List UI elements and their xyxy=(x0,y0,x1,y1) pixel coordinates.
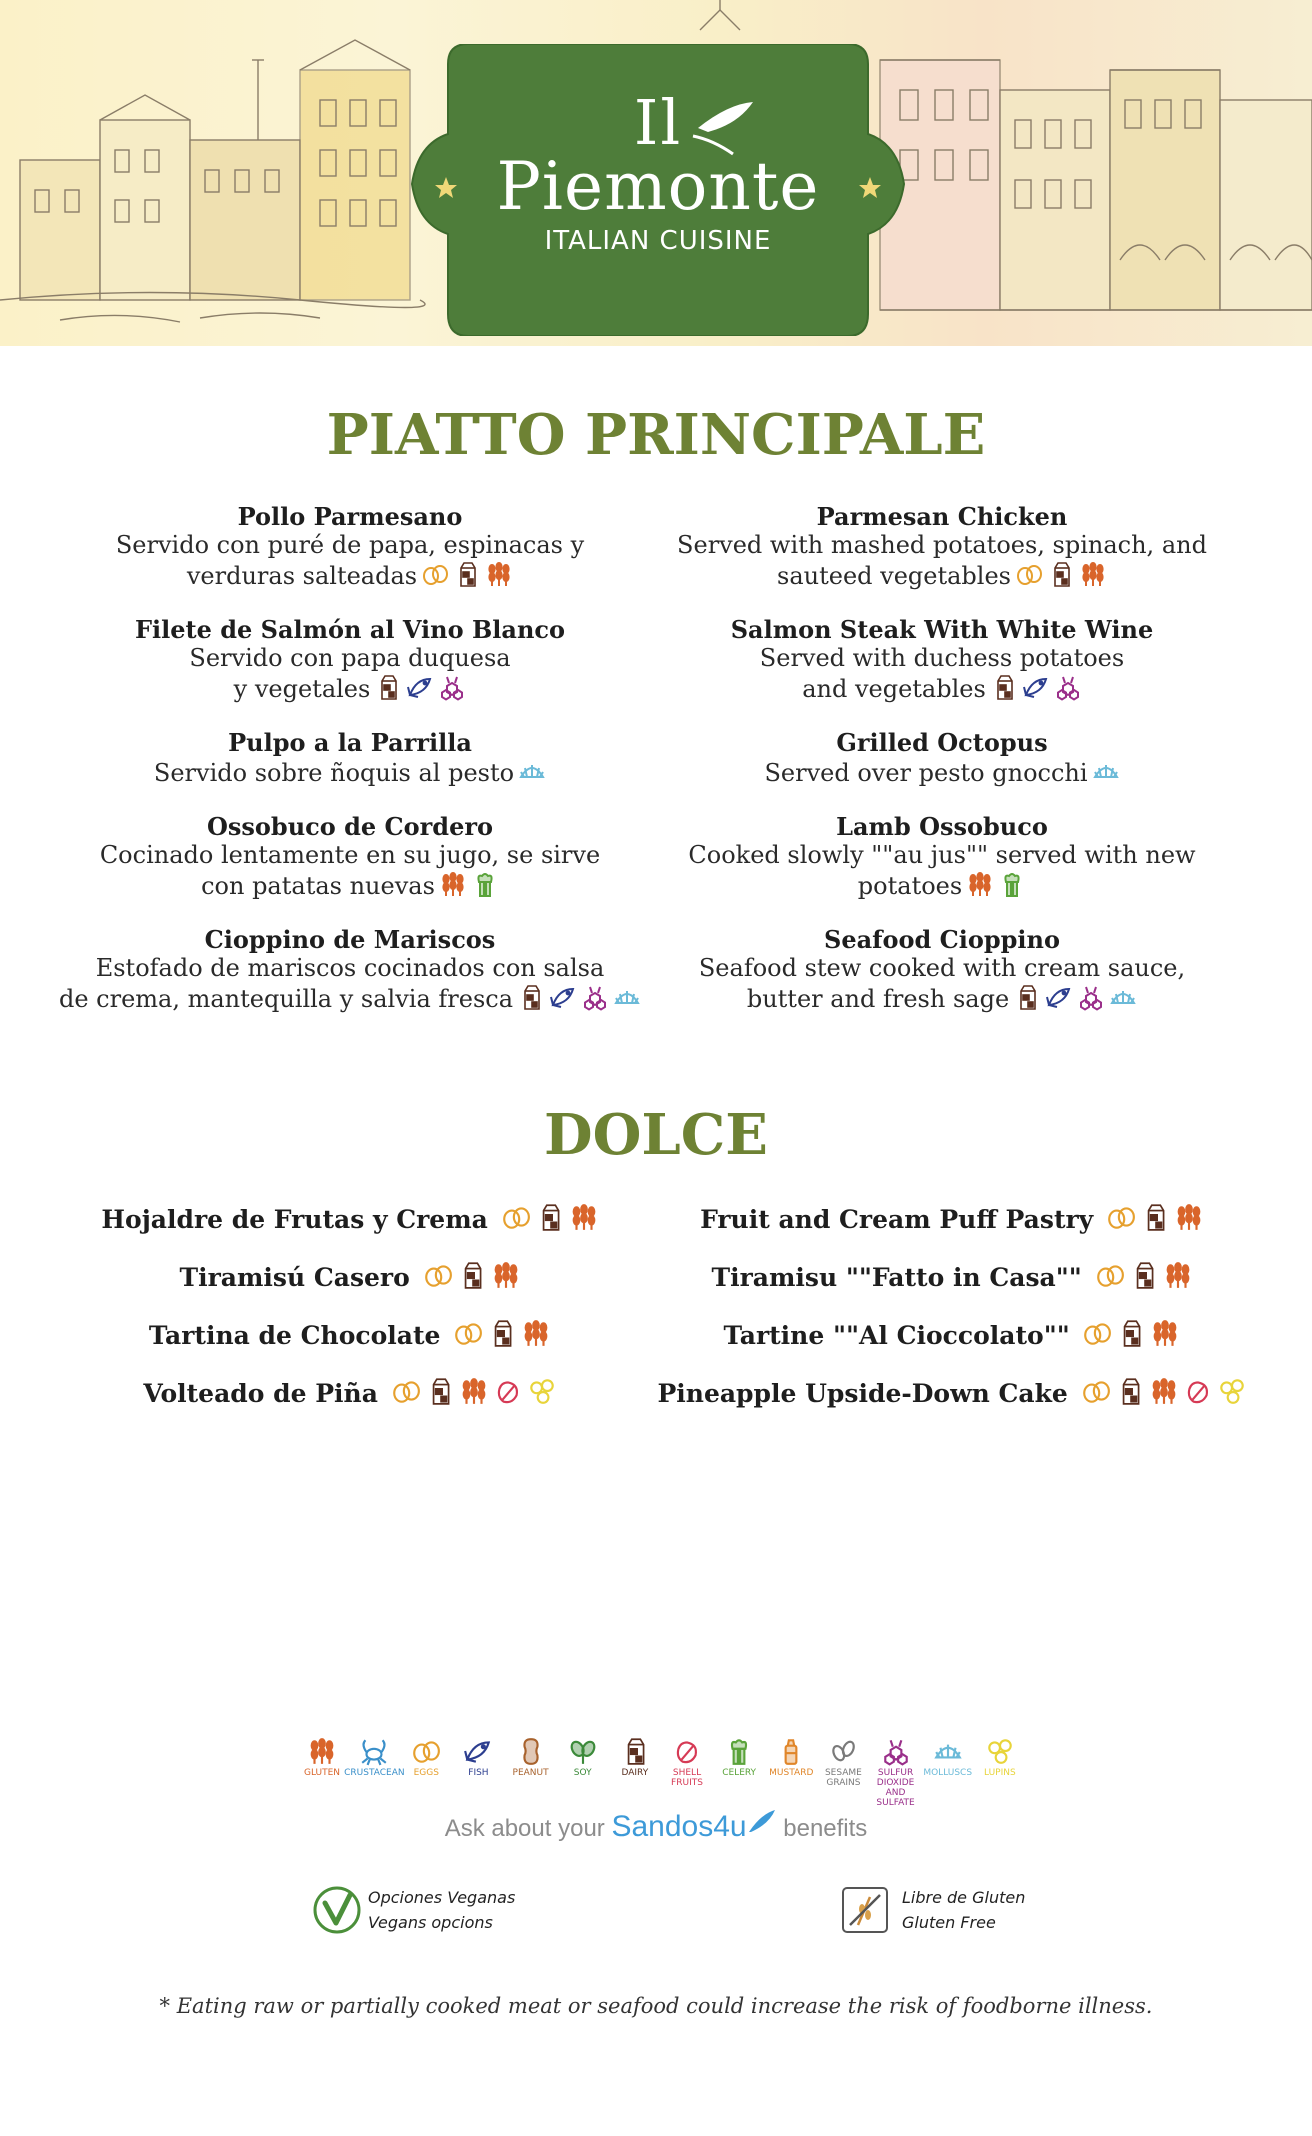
header-banner xyxy=(0,0,1312,346)
vegan-icon xyxy=(312,1885,362,1935)
peanut-icon xyxy=(516,1736,546,1766)
dairy-icon xyxy=(487,1318,517,1348)
mollusc-icon xyxy=(1109,983,1137,1011)
legend-label: LUPINS xyxy=(984,1768,1016,1778)
legend-item xyxy=(605,1736,665,1778)
legend-label: SESAME GRAINS xyxy=(824,1768,862,1788)
shellfruit-icon xyxy=(672,1736,702,1766)
dairy-icon xyxy=(1047,560,1075,588)
brand-swoosh-icon xyxy=(747,1808,777,1834)
eggs-icon xyxy=(1081,1376,1111,1406)
lupin-icon xyxy=(1217,1376,1247,1406)
shellfruit-icon xyxy=(493,1376,523,1406)
dish-description xyxy=(50,757,650,788)
dish-description-line: con patatas nuevas xyxy=(50,870,650,901)
gluten-icon xyxy=(1149,1376,1179,1406)
legend-label: CRUSTACEAN xyxy=(344,1768,405,1778)
dairy-icon xyxy=(457,1260,487,1290)
dessert-name: Hojaldre de Frutas y Crema xyxy=(101,1205,488,1234)
dish-description xyxy=(642,954,1242,1014)
gluten-icon xyxy=(569,1202,599,1232)
lupin-icon xyxy=(527,1376,557,1406)
dish-item xyxy=(50,502,650,591)
eggs-icon xyxy=(1015,560,1043,588)
dish-description-line: sauteed vegetables xyxy=(642,560,1242,591)
soy-icon xyxy=(568,1736,598,1766)
gluten-free-label-es: Libre de Gluten xyxy=(902,1888,1026,1907)
eggs-icon xyxy=(1106,1202,1136,1232)
legend-label: FISH xyxy=(468,1768,489,1778)
legend-item xyxy=(448,1736,508,1778)
dish-description xyxy=(50,644,650,704)
dessert-name: Tartine ""Al Cioccolato"" xyxy=(723,1321,1070,1350)
gluten-icon xyxy=(521,1318,551,1348)
dish-description xyxy=(642,757,1242,788)
main-dishes-english xyxy=(642,502,1242,1038)
dish-item xyxy=(642,728,1242,788)
legend-item xyxy=(866,1736,926,1808)
legend-label: GLUTEN xyxy=(303,1768,341,1778)
legend-item xyxy=(918,1736,978,1778)
dairy-icon xyxy=(1115,1376,1145,1406)
dish-description-line: Estofado de mariscos cocinados con salsa xyxy=(95,954,605,982)
dairy-icon xyxy=(620,1736,650,1766)
legend-item xyxy=(396,1736,456,1778)
logo-il: Il xyxy=(633,86,683,159)
dessert-name: Volteado de Piña xyxy=(143,1379,378,1408)
dish-item xyxy=(50,812,650,901)
legend-label: MOLLUSCS xyxy=(923,1768,973,1778)
dessert-item xyxy=(40,1260,660,1318)
gluten-icon xyxy=(485,560,513,588)
dessert-name: Fruit and Cream Puff Pastry xyxy=(700,1205,1094,1234)
sandos4u-brand: Sandos4u xyxy=(611,1810,747,1843)
dish-item xyxy=(50,925,650,1014)
dish-description-line: Cocinado lentamente en su jugo, se sirve xyxy=(99,841,601,869)
eggs-icon xyxy=(1095,1260,1125,1290)
gluten-free-icon xyxy=(840,1885,890,1935)
legend-label: SHELL FRUITS xyxy=(671,1768,703,1788)
shellfruit-icon xyxy=(1183,1376,1213,1406)
celery-icon xyxy=(471,870,499,898)
dish-item xyxy=(642,502,1242,591)
dairy-icon xyxy=(453,560,481,588)
dish-description xyxy=(642,841,1242,901)
lupin-icon xyxy=(985,1736,1015,1766)
main-dishes-spanish xyxy=(50,502,650,1038)
legend-item xyxy=(970,1736,1030,1778)
sulfite-icon xyxy=(1054,673,1082,701)
dessert-name: Pineapple Upside-Down Cake xyxy=(657,1379,1068,1408)
dairy-icon xyxy=(1116,1318,1146,1348)
section-title-main: PIATTO PRINCIPALE xyxy=(326,402,986,468)
eggs-icon xyxy=(453,1318,483,1348)
dish-description xyxy=(50,531,650,591)
dish-description-line: de crema, mantequilla y salvia fresca xyxy=(50,983,650,1014)
dessert-item xyxy=(642,1260,1262,1318)
footnote: * Eating raw or partially cooked meat or seafood could increase the risk of foodborne illness. xyxy=(159,1994,1153,2018)
dish-item xyxy=(642,925,1242,1014)
eggs-icon xyxy=(391,1376,421,1406)
dairy-icon xyxy=(990,673,1018,701)
dish-name: Parmesan Chicken xyxy=(816,502,1068,531)
logo-name: Piemonte xyxy=(496,148,820,225)
ask-before: Ask about your xyxy=(444,1815,605,1842)
celery-icon xyxy=(998,870,1026,898)
dish-item xyxy=(50,728,650,788)
dish-description xyxy=(50,954,650,1014)
gluten-icon xyxy=(1174,1202,1204,1232)
dish-name: Cioppino de Mariscos xyxy=(204,925,496,954)
dish-item xyxy=(50,615,650,704)
dish-description-line: butter and fresh sage xyxy=(642,983,1242,1014)
dessert-item xyxy=(40,1376,660,1434)
dish-item xyxy=(642,812,1242,901)
fish-icon xyxy=(1045,983,1073,1011)
legend-item xyxy=(709,1736,769,1778)
legend-item xyxy=(344,1736,404,1778)
section-title-dolce: DOLCE xyxy=(544,1102,768,1168)
gluten-free-label-en: Gluten Free xyxy=(902,1913,996,1932)
logo-subtitle: ITALIAN CUISINE xyxy=(544,226,772,256)
dish-name: Pollo Parmesano xyxy=(237,502,463,531)
allergen-legend xyxy=(296,1736,1026,1816)
dairy-icon xyxy=(1129,1260,1159,1290)
restaurant-logo xyxy=(408,44,908,336)
gluten-icon xyxy=(1163,1260,1193,1290)
dessert-item xyxy=(40,1202,660,1260)
dish-description-line: potatoes xyxy=(642,870,1242,901)
gluten-icon xyxy=(439,870,467,898)
gluten-icon xyxy=(1079,560,1107,588)
eggs-icon xyxy=(501,1202,531,1232)
legend-label: SULFUR DIOXIDE AND SULFATE xyxy=(876,1768,915,1808)
celery-icon xyxy=(724,1736,754,1766)
dessert-name: Tiramisú Casero xyxy=(179,1263,410,1292)
legend-item xyxy=(501,1736,561,1778)
dairy-icon xyxy=(1140,1202,1170,1232)
sulfite-icon xyxy=(1077,983,1105,1011)
ask-benefits xyxy=(0,1808,1312,1844)
eggs-icon xyxy=(411,1736,441,1766)
dairy-icon xyxy=(425,1376,455,1406)
legend-label: SOY xyxy=(573,1768,592,1778)
dish-description-line: and vegetables xyxy=(642,673,1242,704)
dish-description-line: Servido con papa duquesa xyxy=(189,644,511,672)
sulfite-icon xyxy=(881,1736,911,1766)
legend-label: MUSTARD xyxy=(769,1768,814,1778)
legend-label: DAIRY xyxy=(621,1768,649,1778)
legend-label: EGGS xyxy=(413,1768,439,1778)
legend-item xyxy=(553,1736,613,1778)
dish-description-line: Seafood stew cooked with cream sauce, xyxy=(698,954,1186,982)
dish-description-line: Served over pesto gnocchi xyxy=(642,757,1242,788)
legend-label: CELERY xyxy=(722,1768,757,1778)
desserts-spanish xyxy=(40,1202,660,1434)
dish-name: Ossobuco de Cordero xyxy=(206,812,493,841)
dessert-item xyxy=(642,1202,1262,1260)
dessert-name: Tiramisu ""Fatto in Casa"" xyxy=(711,1263,1082,1292)
dish-name: Salmon Steak With White Wine xyxy=(730,615,1154,644)
gluten-icon xyxy=(459,1376,489,1406)
legend-item xyxy=(292,1736,352,1778)
dish-description-line: Served with duchess potatoes xyxy=(759,644,1125,672)
mollusc-icon xyxy=(933,1736,963,1766)
dessert-item xyxy=(642,1376,1262,1434)
sulfite-icon xyxy=(581,983,609,1011)
mustard-icon xyxy=(776,1736,806,1766)
dish-description xyxy=(642,644,1242,704)
dish-description-line: verduras salteadas xyxy=(50,560,650,591)
gluten-icon xyxy=(491,1260,521,1290)
sulfite-icon xyxy=(438,673,466,701)
legend-item xyxy=(761,1736,821,1778)
dairy-icon xyxy=(374,673,402,701)
fish-icon xyxy=(1022,673,1050,701)
dairy-icon xyxy=(1013,983,1041,1011)
legend-item xyxy=(813,1736,873,1788)
vegan-label-en: Vegans opcions xyxy=(368,1913,493,1932)
legend-item xyxy=(657,1736,717,1788)
dish-name: Filete de Salmón al Vino Blanco xyxy=(134,615,566,644)
fish-icon xyxy=(549,983,577,1011)
sesame-icon xyxy=(828,1736,858,1766)
dish-name: Pulpo a la Parrilla xyxy=(228,728,472,757)
dessert-name: Tartina de Chocolate xyxy=(148,1321,441,1350)
eggs-icon xyxy=(421,560,449,588)
gluten-icon xyxy=(966,870,994,898)
dairy-icon xyxy=(517,983,545,1011)
dairy-icon xyxy=(535,1202,565,1232)
dish-item xyxy=(642,615,1242,704)
mollusc-icon xyxy=(518,757,546,785)
crustacean-icon xyxy=(359,1736,389,1766)
fish-icon xyxy=(463,1736,493,1766)
eggs-icon xyxy=(423,1260,453,1290)
dish-description xyxy=(50,841,650,901)
mollusc-icon xyxy=(1092,757,1120,785)
dish-description xyxy=(642,531,1242,591)
gluten-icon xyxy=(307,1736,337,1766)
gluten-icon xyxy=(1150,1318,1180,1348)
dish-description-line: Cooked slowly ""au jus"" served with new xyxy=(688,841,1196,869)
eggs-icon xyxy=(1082,1318,1112,1348)
fish-icon xyxy=(406,673,434,701)
legend-label: PEANUT xyxy=(512,1768,549,1778)
dish-description-line: y vegetales xyxy=(50,673,650,704)
dish-description-line: Servido con puré de papa, espinacas y xyxy=(115,531,585,559)
dessert-item xyxy=(40,1318,660,1376)
dish-description-line: Servido sobre ñoquis al pesto xyxy=(50,757,650,788)
dish-description-line: Served with mashed potatoes, spinach, and xyxy=(677,531,1207,559)
dessert-item xyxy=(642,1318,1262,1376)
desserts-english xyxy=(642,1202,1262,1434)
vegan-label-es: Opciones Veganas xyxy=(368,1888,516,1907)
dish-name: Seafood Cioppino xyxy=(824,925,1060,954)
dish-name: Lamb Ossobuco xyxy=(836,812,1048,841)
mollusc-icon xyxy=(613,983,641,1011)
ask-after: benefits xyxy=(783,1815,868,1842)
dish-name: Grilled Octopus xyxy=(836,728,1048,757)
